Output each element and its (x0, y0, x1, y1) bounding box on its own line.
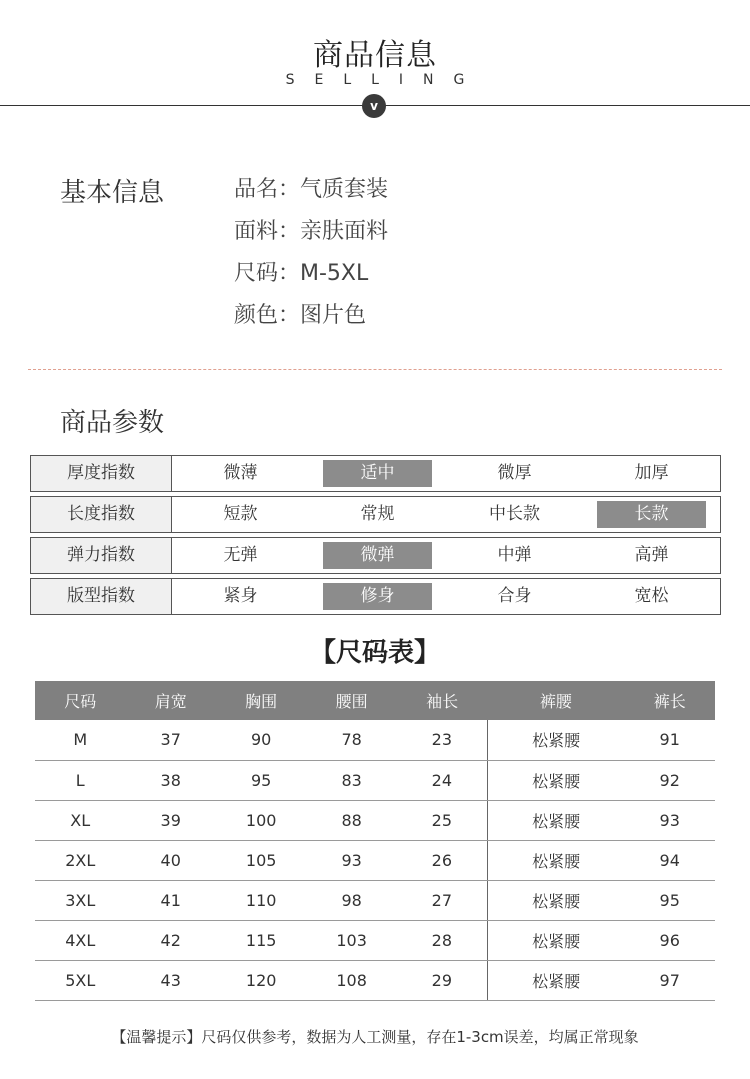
param-row (30, 578, 721, 615)
param-option-selected (309, 579, 446, 614)
size-chart-cell: 38 (125, 760, 215, 800)
size-chart-cell: 120 (216, 960, 306, 1000)
size-chart-cell: 41 (125, 880, 215, 920)
param-row (30, 455, 721, 492)
param-option (172, 579, 309, 614)
size-chart-cell: 88 (306, 800, 396, 840)
param-option (446, 497, 583, 532)
size-chart-cell: 2XL (35, 840, 125, 880)
param-label: 版型指数 (31, 579, 172, 614)
size-chart-cell: 78 (306, 720, 396, 760)
param-option-label: 加厚 (634, 463, 669, 483)
param-options (172, 579, 720, 614)
size-chart-cell: 松紧腰 (487, 880, 624, 920)
params-title: 商品参数 (60, 408, 165, 438)
size-chart-cell: 松紧腰 (487, 840, 624, 880)
size-chart-cell: 28 (397, 920, 487, 960)
size-chart-header-cell: 胸围 (216, 681, 306, 720)
size-chart-cell: 39 (125, 800, 215, 840)
size-chart-cell: 105 (216, 840, 306, 880)
basic-info-name: 品名：气质套装 (234, 177, 389, 202)
param-option-label: 宽松 (634, 586, 669, 606)
size-chart-cell: 29 (397, 960, 487, 1000)
size-chart-cell: 92 (624, 760, 715, 800)
param-option-selected (583, 497, 720, 532)
size-chart-cell: 松紧腰 (487, 800, 624, 840)
size-chart-header-cell: 袖长 (397, 681, 487, 720)
size-chart-cell: 95 (216, 760, 306, 800)
basic-info-size: 尺码：M-5XL (234, 261, 369, 286)
chevron-down-icon: v (362, 94, 386, 118)
param-option-label: 适中 (323, 460, 432, 487)
table-row (35, 720, 715, 760)
param-option-label: 中长款 (489, 504, 540, 524)
param-label: 厚度指数 (31, 456, 172, 491)
size-chart-cell: 94 (624, 840, 715, 880)
param-option (446, 579, 583, 614)
param-label: 长度指数 (31, 497, 172, 532)
size-chart-cell: 100 (216, 800, 306, 840)
param-option (446, 456, 583, 491)
param-option (309, 497, 446, 532)
param-option-selected (309, 538, 446, 573)
param-options (172, 538, 720, 573)
param-label: 弹力指数 (31, 538, 172, 573)
size-chart-header-cell: 腰围 (306, 681, 396, 720)
param-option (172, 456, 309, 491)
size-chart-body (35, 720, 715, 1000)
param-option (583, 579, 720, 614)
size-chart-table (35, 681, 715, 1001)
size-chart-header-cell: 裤长 (624, 681, 715, 720)
param-option (583, 538, 720, 573)
size-chart-cell: 4XL (35, 920, 125, 960)
table-row (35, 840, 715, 880)
param-option-label: 修身 (323, 583, 432, 610)
size-chart-cell: L (35, 760, 125, 800)
size-chart-header-cell: 尺码 (35, 681, 125, 720)
param-option-label: 合身 (497, 586, 532, 606)
section-divider (28, 369, 722, 370)
param-option (172, 538, 309, 573)
size-chart-cell: 91 (624, 720, 715, 760)
size-chart-cell: 42 (125, 920, 215, 960)
footer-note: 【温馨提示】尺码仅供参考，数据为人工测量，存在1-3cm误差，均属正常现象 (111, 1028, 639, 1046)
size-chart-cell: 103 (306, 920, 396, 960)
param-option-label: 微薄 (223, 463, 258, 483)
size-chart-cell: 23 (397, 720, 487, 760)
size-chart-cell: 93 (306, 840, 396, 880)
table-row (35, 960, 715, 1000)
param-option (172, 497, 309, 532)
size-chart-cell: 27 (397, 880, 487, 920)
size-chart-header-cell: 肩宽 (125, 681, 215, 720)
param-option-label: 短款 (223, 504, 258, 524)
size-chart-cell: 松紧腰 (487, 920, 624, 960)
size-chart-cell: 25 (397, 800, 487, 840)
param-option-selected (309, 456, 446, 491)
basic-info-color: 颜色：图片色 (234, 303, 367, 328)
table-row (35, 760, 715, 800)
size-chart-cell: 40 (125, 840, 215, 880)
param-option-label: 中弹 (497, 545, 532, 565)
param-option-label: 无弹 (223, 545, 258, 565)
size-chart-cell: 95 (624, 880, 715, 920)
page-title: 商品信息 (313, 38, 437, 73)
size-chart-cell: 26 (397, 840, 487, 880)
param-option-label: 微厚 (497, 463, 532, 483)
size-chart-cell: 24 (397, 760, 487, 800)
size-chart-cell: 3XL (35, 880, 125, 920)
table-row (35, 920, 715, 960)
basic-info-list (234, 170, 388, 338)
size-chart-cell: 90 (216, 720, 306, 760)
param-option-label: 常规 (360, 504, 395, 524)
page-subtitle: SELLING (285, 72, 485, 88)
table-row (35, 800, 715, 840)
param-option-label: 紧身 (223, 586, 258, 606)
param-option-label: 微弹 (323, 542, 432, 569)
size-chart-cell: M (35, 720, 125, 760)
size-chart-cell: 松紧腰 (487, 760, 624, 800)
size-chart-cell: 97 (624, 960, 715, 1000)
size-chart-cell: 5XL (35, 960, 125, 1000)
size-chart-cell: 37 (125, 720, 215, 760)
param-options (172, 497, 720, 532)
param-options (172, 456, 720, 491)
size-chart-header-row (35, 681, 715, 720)
basic-info-title: 基本信息 (60, 178, 165, 208)
param-option (446, 538, 583, 573)
size-chart-title: 【尺码表】 (309, 638, 440, 668)
param-option (583, 456, 720, 491)
basic-info-fabric: 面料：亲肤面料 (234, 219, 389, 244)
table-row (35, 880, 715, 920)
size-chart-cell: 83 (306, 760, 396, 800)
param-option-label: 高弹 (634, 545, 669, 565)
size-chart-cell: 108 (306, 960, 396, 1000)
param-row (30, 496, 721, 533)
size-chart-cell: 43 (125, 960, 215, 1000)
size-chart-cell: XL (35, 800, 125, 840)
size-chart-cell: 110 (216, 880, 306, 920)
param-option-label: 长款 (597, 501, 706, 528)
size-chart-cell: 松紧腰 (487, 720, 624, 760)
size-chart-cell: 98 (306, 880, 396, 920)
size-chart-cell: 松紧腰 (487, 960, 624, 1000)
size-chart-cell: 115 (216, 920, 306, 960)
size-chart-header-cell: 裤腰 (487, 681, 624, 720)
param-row (30, 537, 721, 574)
size-chart-cell: 96 (624, 920, 715, 960)
size-chart-cell: 93 (624, 800, 715, 840)
